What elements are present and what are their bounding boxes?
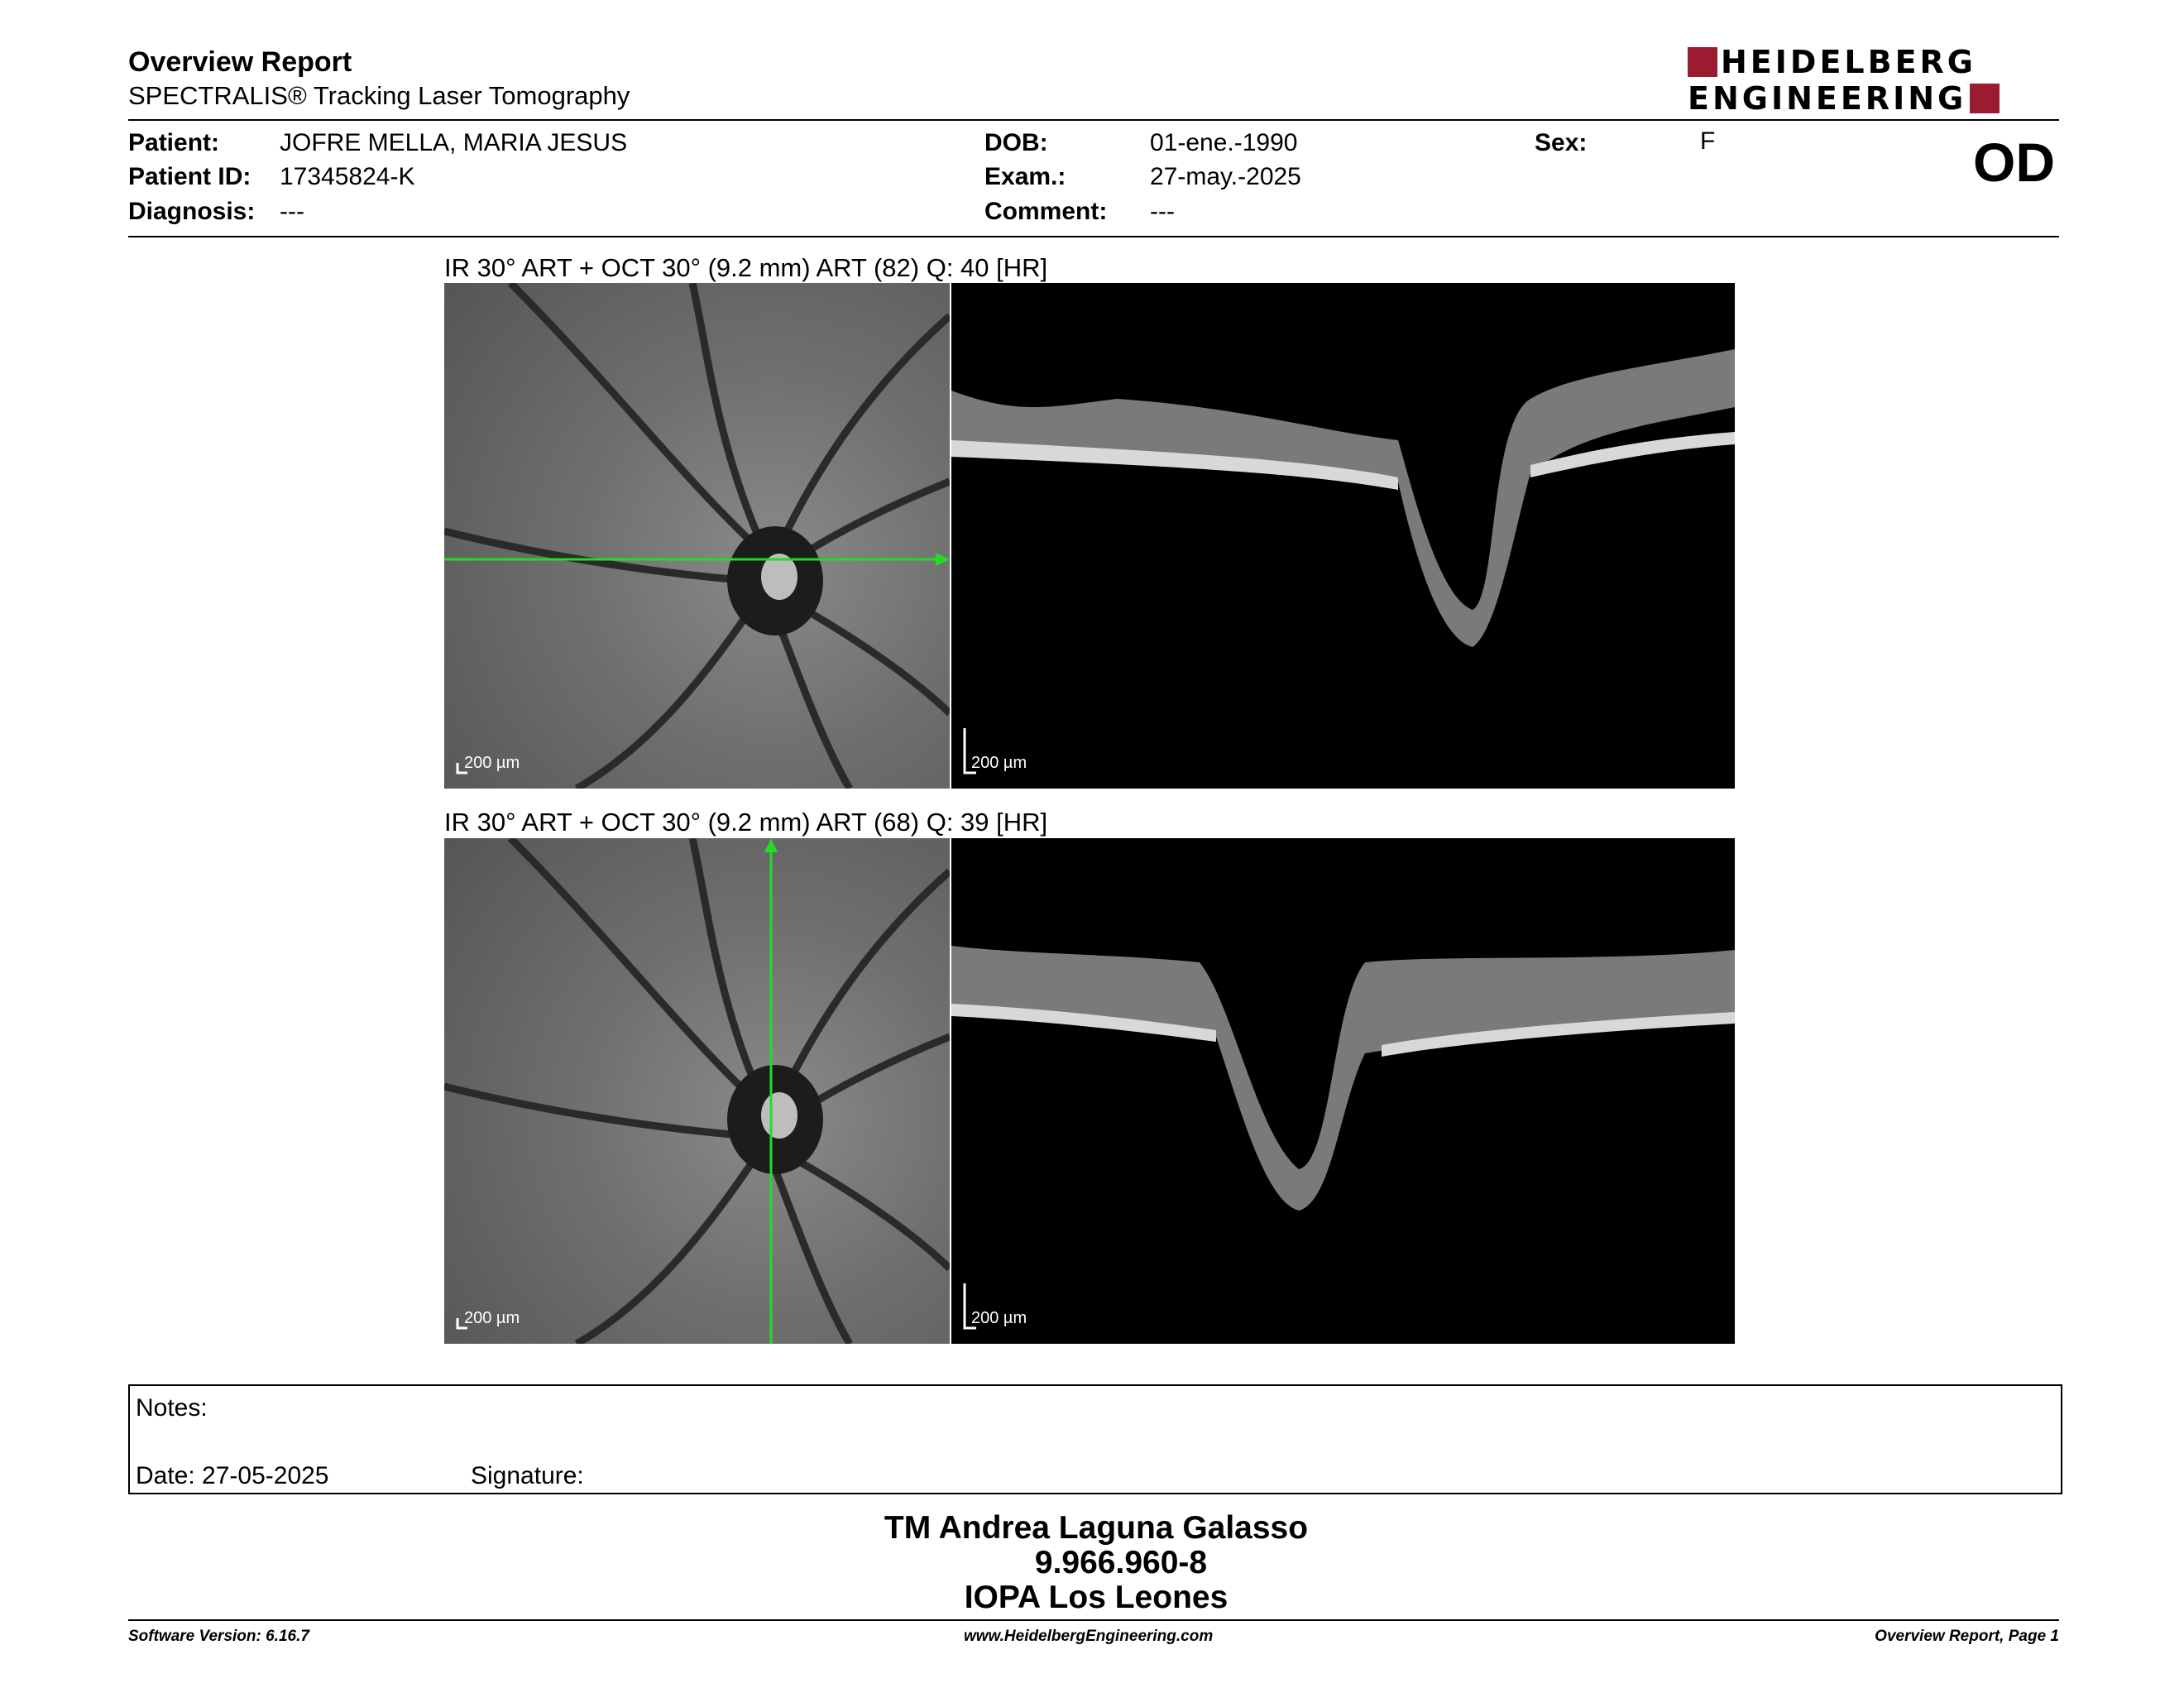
- scan-2-arrow-icon: [764, 838, 778, 852]
- website-link[interactable]: www.HeidelbergEngineering.com: [964, 1628, 1214, 1645]
- comment-label: Comment:: [984, 198, 1108, 225]
- notes-date: Date: 27-05-2025: [136, 1462, 329, 1489]
- scan-2-fundus-svg: [444, 838, 950, 1344]
- scan-1-vessels: [444, 283, 950, 789]
- scan-2-fundus-image[interactable]: [444, 838, 950, 1344]
- scan-1-fundus-image[interactable]: [444, 283, 950, 789]
- exam-value: 27-may.-2025: [1150, 163, 1301, 190]
- logo-word-1: HEIDELBERG: [1721, 44, 1976, 80]
- scan-1-oct-scale: 200 µm: [971, 754, 1027, 772]
- scan-1-oct-image[interactable]: [951, 283, 1735, 789]
- scan-2-fundus-scale: 200 µm: [464, 1309, 520, 1327]
- header-divider-bottom: [128, 236, 2059, 237]
- signature-label: Signature:: [471, 1462, 584, 1489]
- signer-name: TM Andrea Laguna Galasso: [884, 1510, 1309, 1546]
- scan-1-arrow-icon: [936, 553, 950, 566]
- logo-square-left: [1688, 47, 1717, 77]
- dob-value: 01-ene.-1990: [1150, 129, 1298, 156]
- report-subtitle: SPECTRALIS® Tracking Laser Tomography: [128, 81, 630, 110]
- footer-divider: [128, 1619, 2059, 1621]
- sex-value: F: [1700, 127, 1716, 155]
- patient-id: 17345824-K: [280, 163, 415, 190]
- software-version: Software Version: 6.16.7: [128, 1628, 309, 1645]
- diagnosis-label: Diagnosis:: [128, 198, 256, 225]
- page-indicator: Overview Report, Page 1: [1875, 1628, 2059, 1645]
- scan-2-optic-cup: [761, 1092, 797, 1139]
- patient-name: JOFRE MELLA, MARIA JESUS: [280, 129, 628, 156]
- scan-2-oct-scale: 200 µm: [971, 1309, 1027, 1327]
- scan-1-title: IR 30° ART + OCT 30° (9.2 mm) ART (82) Q: 40 [HR]: [444, 253, 1048, 282]
- patient-id-label: Patient ID:: [128, 163, 251, 190]
- logo-square-right: [1970, 84, 2000, 113]
- signer-institution: IOPA Los Leones: [964, 1580, 1228, 1615]
- comment-value: ---: [1150, 198, 1175, 225]
- header-divider-top: [128, 119, 2059, 121]
- dob-label: DOB:: [984, 129, 1048, 156]
- scan-2-oct-svg: [951, 838, 1735, 1344]
- sex-label: Sex:: [1535, 129, 1588, 156]
- eye-indicator: OD: [1973, 132, 2055, 193]
- signer-id: 9.966.960-8: [1034, 1545, 1208, 1580]
- notes-box[interactable]: [128, 1384, 2062, 1494]
- scan-1-fundus-svg: [444, 283, 950, 789]
- scan-2-retina-layer: [951, 946, 1735, 1211]
- logo-word-2: ENGINEERING: [1688, 80, 1967, 117]
- diagnosis-value: ---: [280, 198, 304, 225]
- scan-1-fundus-scale: 200 µm: [464, 754, 520, 772]
- heidelberg-logo: [1688, 46, 2067, 116]
- report-title: Overview Report: [128, 46, 352, 78]
- notes-label: Notes:: [136, 1394, 208, 1422]
- scan-1-retina-layer: [951, 349, 1735, 647]
- exam-label: Exam.:: [984, 163, 1066, 190]
- scan-1-oct-svg: [951, 283, 1735, 789]
- scan-2-title: IR 30° ART + OCT 30° (9.2 mm) ART (68) Q: 39 [HR]: [444, 808, 1048, 837]
- scan-2-vessels: [444, 838, 950, 1344]
- scan-2-oct-image[interactable]: [951, 838, 1735, 1344]
- patient-label: Patient:: [128, 129, 220, 156]
